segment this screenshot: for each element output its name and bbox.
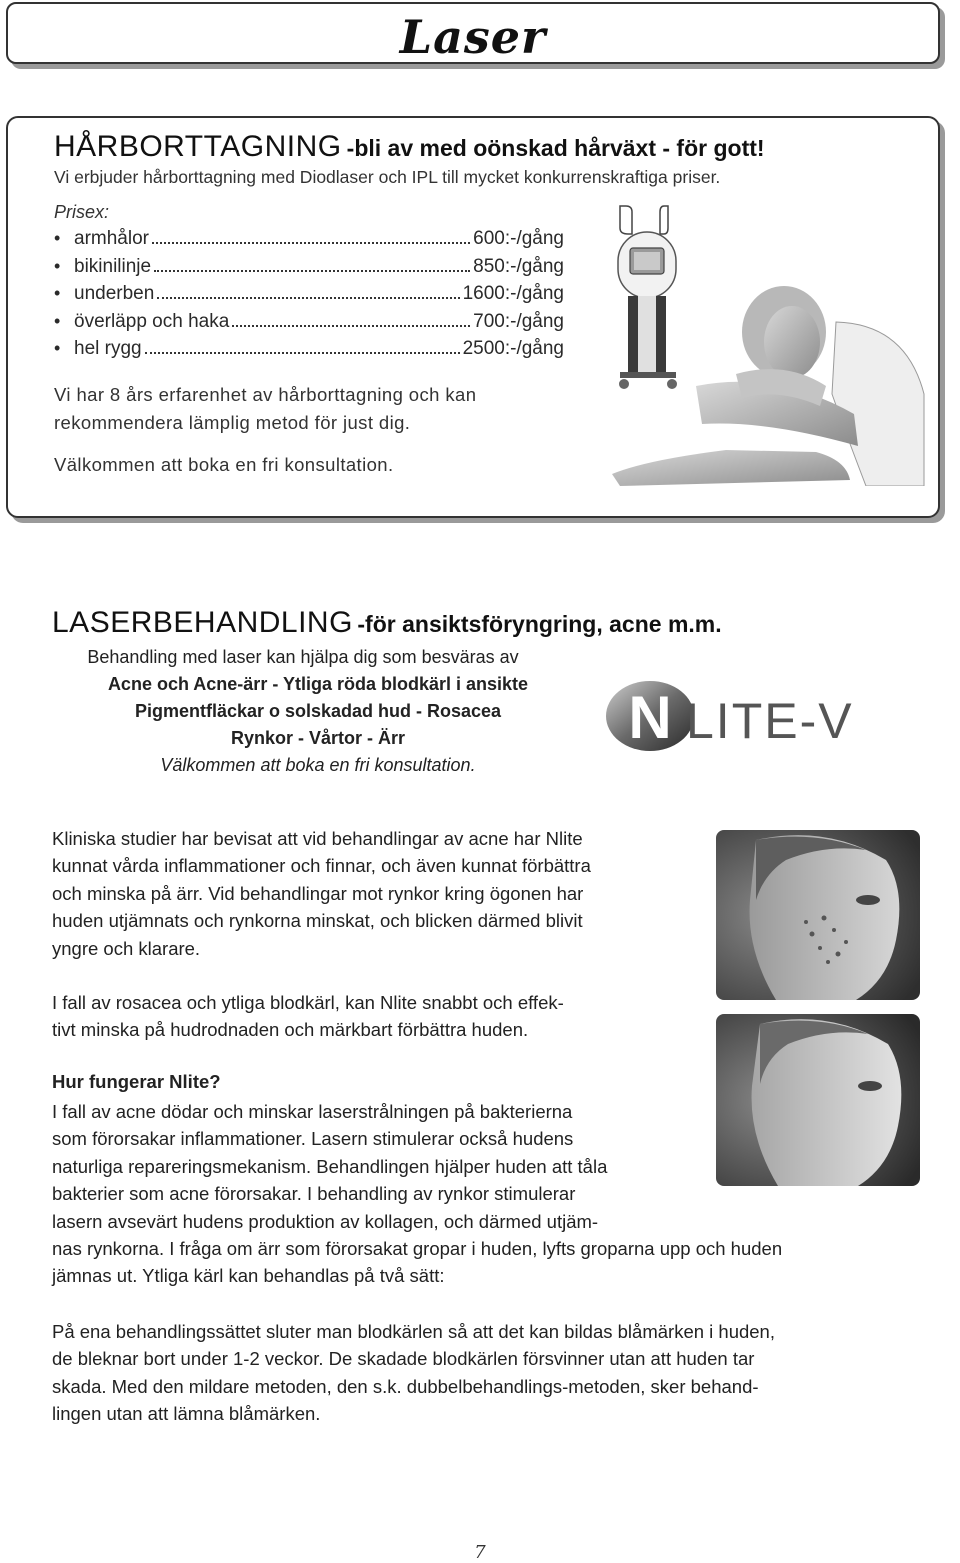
paragraph-line: jämnas ut. Ytliga kärl kan behandlas på två sätt:: [52, 1265, 445, 1287]
how-it-works-heading: Hur fungerar Nlite?: [52, 1071, 221, 1092]
bullet-icon: •: [54, 338, 61, 358]
laser-summary-line: Behandling med laser kan hjälpa dig som besväras av: [87, 647, 519, 667]
price-item: [54, 311, 564, 339]
price-item-price: 700:-/gång: [473, 310, 564, 332]
price-item-name: bikinilinje: [74, 255, 152, 277]
nlite-logo-text: LITE-V: [686, 693, 854, 749]
price-item: [54, 256, 564, 284]
bullet-icon: •: [54, 228, 61, 248]
laser-treatment-summary: [48, 644, 588, 779]
hair-removal-heading: [54, 130, 765, 164]
after-photo-image: [716, 1014, 920, 1186]
paragraph-line: som förorsakar inflammationer. Lasern stimulerar också hudens: [52, 1128, 574, 1150]
hair-removal-heading-sub: -bli av med oönskad hårväxt - för gott!: [346, 135, 765, 161]
nlite-logo-initial: N: [628, 684, 672, 751]
price-item-name: hel rygg: [74, 338, 142, 359]
laser-heading-main: LASERBEHANDLING: [52, 606, 353, 639]
bullet-icon: •: [54, 255, 61, 276]
bullet-icon: •: [54, 283, 61, 303]
price-item: [54, 228, 564, 256]
paragraph-line: nas rynkorna. I fråga om ärr som förorsakat gropar i huden, lyfts groparna upp och huden: [52, 1238, 783, 1260]
page-number: 7: [474, 1542, 486, 1563]
experience-text: [54, 381, 584, 436]
paragraph-line: naturliga repareringsmekanism. Behandlingen hjälper huden att tåla: [52, 1155, 608, 1177]
before-photo-image: [716, 830, 920, 1000]
price-item: [54, 283, 564, 311]
laser-summary-line: Rynkor - Vårtor - Ärr: [230, 728, 406, 748]
laser-summary-line: Pigmentfläckar o solskadad hud - Rosacea: [134, 701, 502, 721]
nlite-v-logo: [604, 676, 870, 752]
experience-line: rekommendera lämplig metod för just dig.: [54, 411, 411, 433]
paragraph-line: bakterier som acne förorsakar. I behandling av rynkor stimulerar: [52, 1183, 576, 1205]
price-examples-label: Prisex:: [54, 202, 110, 222]
price-list: [54, 228, 564, 366]
hair-removal-section: [6, 116, 940, 518]
paragraph-line: Kliniska studier har bevisat att vid behandlingar av acne har Nlite: [52, 828, 583, 849]
experience-line: Vi har 8 års erfarenhet av hårborttagning och kan: [54, 384, 477, 405]
laser-treatment-heading: [52, 606, 722, 640]
price-item-name: armhålor: [74, 228, 149, 249]
price-item-price: 600:-/gång: [473, 228, 564, 249]
paragraph-line: lasern avsevärt hudens produktion av kollagen, och därmed utjäm-: [52, 1210, 599, 1232]
paragraph-line: och minska på ärr. Vid behandlingar mot rynkor kring ögonen har: [52, 882, 584, 904]
paragraph-line: kunnat vårda inflammationer och finnar, och även kunnat förbättra: [52, 855, 591, 877]
dot-leader: [232, 325, 470, 327]
paragraph-line: yngre och klarare.: [52, 937, 201, 959]
dot-leader: [152, 242, 470, 244]
paragraph-line: skada. Med den mildare metoden, den s.k. dubbelbehandlings-metoden, sker behand-: [52, 1375, 759, 1397]
paragraph-line: I fall av acne dödar och minskar laserstrålningen på bakterierna: [52, 1101, 573, 1122]
price-item-price: 850:-/gång: [473, 255, 564, 277]
before-treatment-photo: [716, 830, 920, 1000]
after-treatment-photo: [716, 1014, 920, 1186]
title-banner: [6, 2, 940, 64]
paragraph-line: tivt minska på hudrodnaden och märkbart förbättra huden.: [52, 1019, 529, 1041]
bullet-icon: •: [54, 310, 61, 331]
paragraph-line: lingen utan att lämna blåmärken.: [52, 1403, 321, 1425]
page-title: Laser: [399, 10, 547, 64]
dot-leader: [157, 297, 459, 299]
price-item-price: 1600:-/gång: [462, 283, 564, 304]
laser-heading-sub: -för ansiktsföryngring, acne m.m.: [357, 611, 722, 637]
vessel-treatment-paragraph: [52, 1318, 902, 1428]
dot-leader: [145, 352, 460, 354]
paragraph-line: I fall av rosacea och ytliga blodkärl, kan Nlite snabbt och effek-: [52, 992, 564, 1013]
rosacea-paragraph: [52, 989, 692, 1044]
price-item-name: underben: [74, 283, 155, 304]
hair-removal-intro: Vi erbjuder hårborttagning med Diodlaser och IPL till mycket konkurrenskraftiga priser.: [54, 167, 721, 187]
laser-summary-line: Acne och Acne-ärr - Ytliga röda blodkärl i ansikte: [107, 674, 529, 694]
paragraph-line: På ena behandlingssättet sluter man blodkärlen så att det kan bildas blåmärken i huden,: [52, 1321, 775, 1342]
paragraph-line: huden utjämnats och rynkorna minskat, och blicken därmed blivit: [52, 910, 583, 932]
price-item-price: 2500:-/gång: [462, 338, 564, 359]
clinical-studies-paragraph: [52, 825, 692, 962]
dot-leader: [154, 270, 470, 272]
hair-removal-heading-main: HÅRBORTTAGNING: [54, 130, 342, 163]
price-item-name: överläpp och haka: [74, 310, 230, 332]
paragraph-line: de bleknar bort under 1-2 veckor. De skadade blodkärlen försvinner utan att huden tar: [52, 1348, 755, 1370]
woman-photo: [606, 274, 926, 486]
price-item: [54, 338, 564, 366]
hair-removal-welcome: Välkommen att boka en fri konsultation.: [54, 454, 394, 475]
laser-summary-welcome: Välkommen att boka en fri konsultation.: [160, 755, 476, 775]
